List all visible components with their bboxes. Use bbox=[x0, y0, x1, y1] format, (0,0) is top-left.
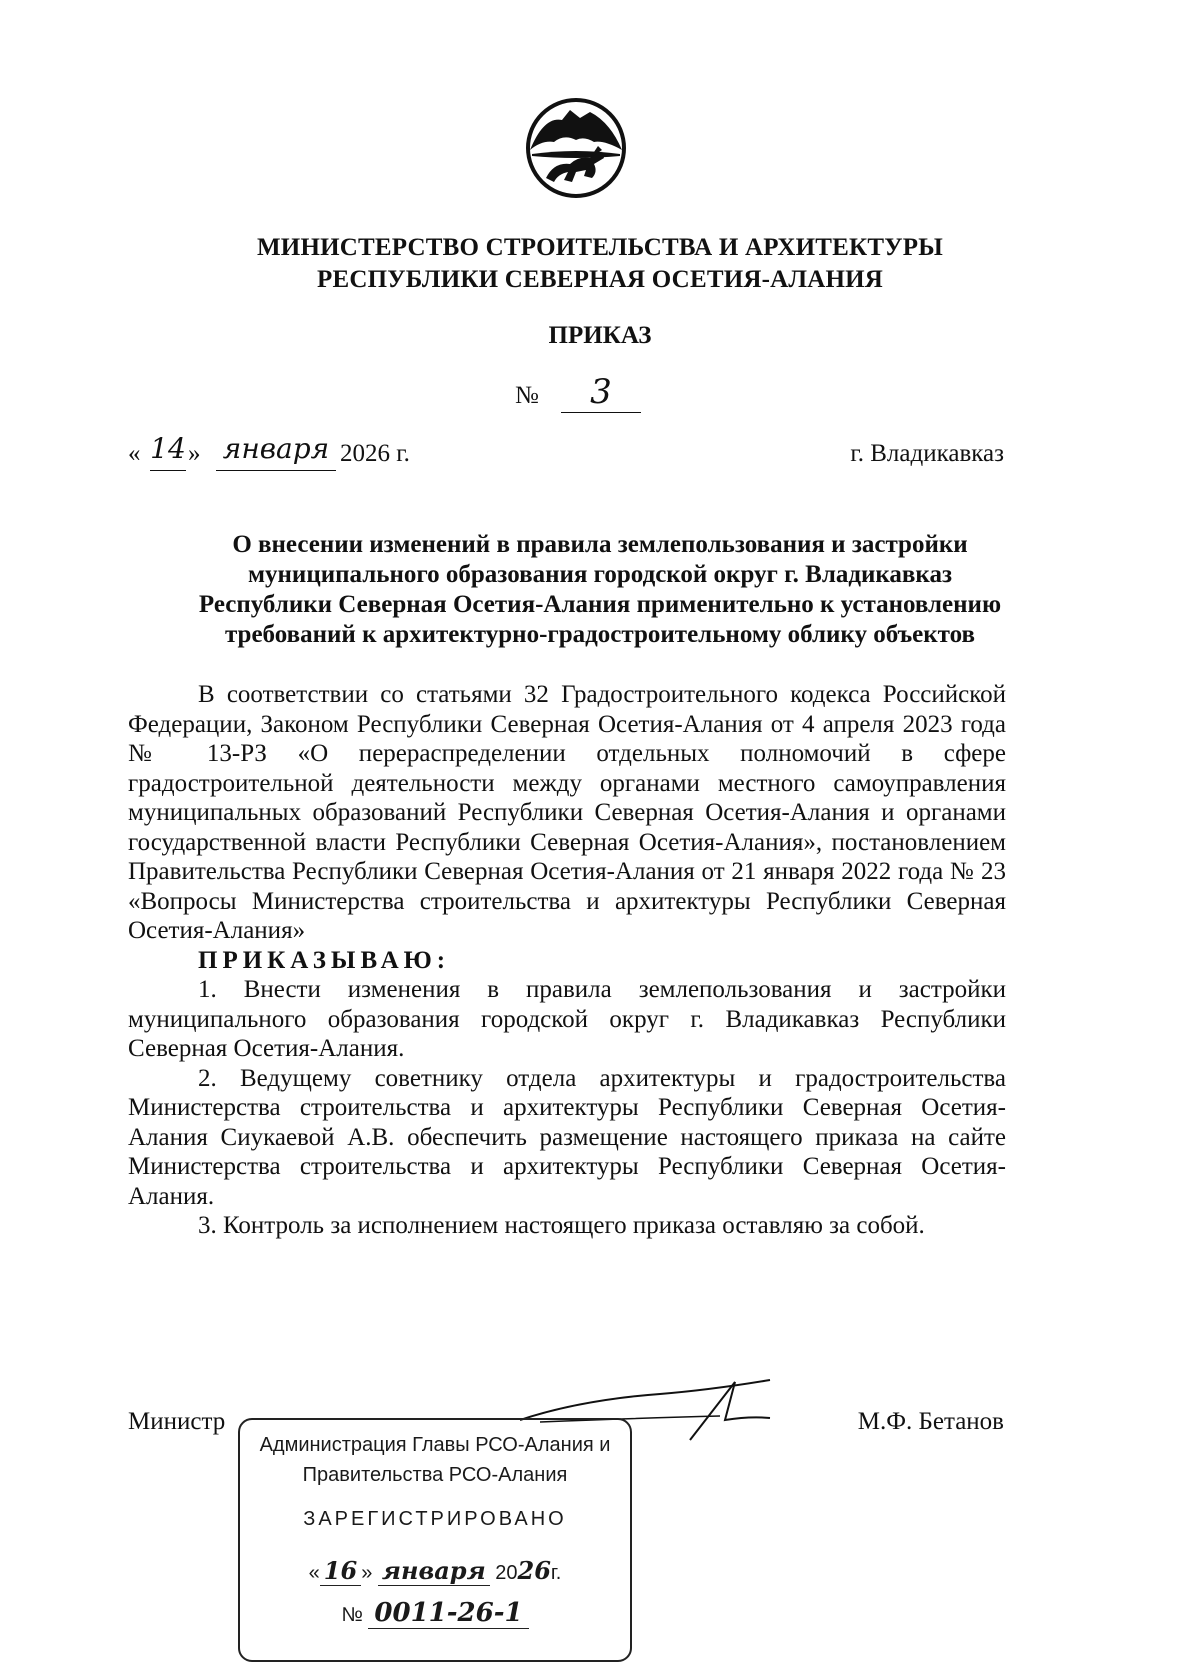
registration-stamp bbox=[238, 1418, 632, 1662]
date-month: января bbox=[222, 432, 330, 465]
document-body bbox=[128, 680, 1006, 1241]
document-number bbox=[515, 372, 645, 416]
ministry-line-2: РЕСПУБЛИКИ СЕВЕРНАЯ ОСЕТИЯ-АЛАНИЯ bbox=[316, 266, 883, 293]
date-open-quote: « bbox=[128, 440, 141, 467]
stamp-line-1: Администрация Главы РСО-Алания и bbox=[259, 1434, 611, 1456]
stamp-date-month: января bbox=[378, 1556, 490, 1586]
stamp-number-value: 0011-26-1 bbox=[368, 1598, 528, 1629]
date-day: 14 bbox=[150, 432, 186, 465]
stamp-date-open-quote: « bbox=[308, 1562, 320, 1584]
title-line-1: О внесении изменений в правила землепользования и застройки bbox=[232, 531, 968, 558]
order-item-3: 3. Контроль за исполнением настоящего приказа оставляю за собой. bbox=[198, 1212, 925, 1239]
stamp-date-year-prefix: 20 bbox=[495, 1562, 518, 1584]
document-city: г. Владикавказ bbox=[850, 440, 1004, 467]
document-type: ПРИКАЗ bbox=[548, 322, 652, 349]
date-close-quote: » bbox=[188, 440, 201, 467]
stamp-number-label: № bbox=[341, 1604, 363, 1626]
document-title bbox=[150, 530, 1050, 650]
stamp-date bbox=[240, 1556, 630, 1585]
title-line-4: требований к архитектурно-градостроительному облику объектов bbox=[224, 621, 976, 648]
title-line-3: Республики Северная Осетия-Алания применительно к установлению bbox=[198, 591, 1002, 618]
number-value: 3 bbox=[590, 372, 612, 412]
number-underline bbox=[561, 412, 641, 413]
stamp-date-close-quote: » bbox=[361, 1562, 373, 1584]
date-month-underline bbox=[216, 470, 336, 471]
stamp-number bbox=[240, 1598, 630, 1628]
title-line-2: муниципального образования городской округ г. Владикавказ bbox=[247, 561, 953, 588]
stamp-date-day: 16 bbox=[320, 1556, 361, 1586]
order-item-2: 2. Ведущему советнику отдела архитектуры и градостроительства Министерства строительства и архитектуры Республики Северная Осетия-Алания Сиукаевой А.В. обеспечить размещение настоящего приказа на сайте Министерства строительства и архитектуры Республики Северная Осетия-Алания. bbox=[128, 1064, 1006, 1210]
order-word: ПРИКАЗЫВАЮ: bbox=[198, 946, 451, 974]
coat-of-arms-icon bbox=[524, 96, 628, 200]
document-date bbox=[128, 432, 448, 476]
number-label: № bbox=[515, 382, 539, 409]
signatory-title: Министр bbox=[128, 1408, 226, 1435]
date-day-underline bbox=[150, 470, 186, 471]
stamp-date-g: г. bbox=[550, 1562, 562, 1584]
preamble-paragraph: В соответствии со статьями 32 Градостроительного кодекса Российской Федерации, Законом Республики Северная Осетия-Алания от 4 апреля 2023 года № 13-РЗ «О перераспределении отдельных полномочий в сфере градостроительной деятельности между органами местного самоуправления муниципальных образований Республики Северная Осетия-Алания и органами государственной власти Республики Северная Осетия-Алания», постановлением Правительства Республики Северная Осетия-Алания от 21 января 2022 года № 23 «Вопросы Министерства строительства и архитектуры Республики Северная Осетия-Алания» bbox=[128, 681, 1006, 944]
date-year: 2026 г. bbox=[340, 440, 410, 467]
ministry-line-1: МИНИСТЕРСТВО СТРОИТЕЛЬСТВА И АРХИТЕКТУРЫ bbox=[257, 234, 943, 261]
stamp-date-year-suffix: 26 bbox=[517, 1556, 551, 1585]
signatory-name: М.Ф. Бетанов bbox=[857, 1408, 1004, 1435]
order-item-1: 1. Внести изменения в правила землепользования и застройки муниципального образования городской округ г. Владикавказ Республики Северная Осетия-Алания. bbox=[128, 976, 1006, 1062]
stamp-registered: ЗАРЕГИСТРИРОВАНО bbox=[303, 1508, 567, 1530]
stamp-line-2: Правительства РСО-Алания bbox=[302, 1464, 568, 1486]
ministry-name bbox=[0, 232, 1200, 296]
